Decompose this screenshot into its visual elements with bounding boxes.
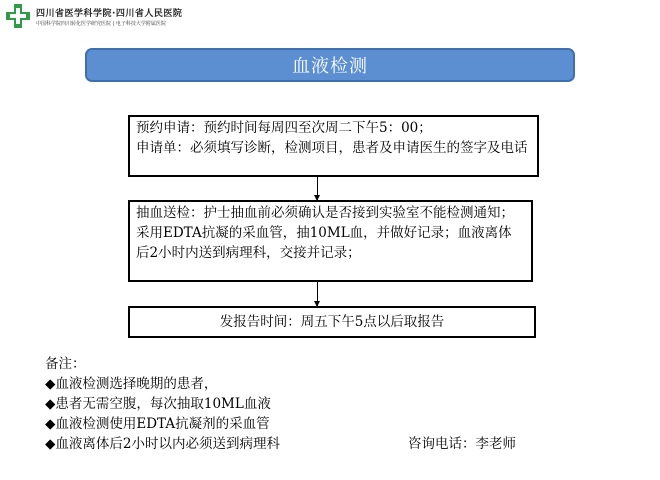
note-item: ◆血液检测使用EDTA抗凝剂的采血管 (45, 416, 270, 432)
report-time-box (128, 306, 536, 338)
flow-arrow-2 (317, 282, 318, 306)
note-item: ◆患者无需空腹，每次抽取10ML血液 (45, 396, 271, 412)
appointment-box (128, 115, 539, 177)
report-time-text: 发报告时间：周五下午5点以后取报告 (219, 314, 445, 330)
logo-subtitle: 中国科学院四川转化医学研究医院 | 电子科技大学附属医院 (36, 21, 166, 27)
contact-info: 咨询电话：李老师 (408, 436, 516, 452)
note-item-last (45, 434, 605, 454)
appointment-line (136, 118, 531, 138)
page-title: 血液检测 (85, 48, 575, 82)
note-item: ◆血液离体后2小时以内必须送到病理科 (45, 436, 280, 452)
notes-heading: 备注： (45, 356, 86, 372)
blood-draw-box (128, 200, 533, 282)
application-form-label: 申请单： (136, 140, 190, 156)
note-item: ◆血液检测选择晚期的患者， (45, 376, 218, 392)
blood-draw-label: 抽血送检： (136, 205, 204, 221)
application-form-text: 必须填写诊断，检测项目，患者及申请医生的签字及电话 (190, 140, 528, 156)
blood-draw-text: 护士抽血前必须确认是否接到实验室不能检测通知；采用EDTA抗凝的采血管，抽10ML血，并做好记录；血液离体后2小时内送到病理科，交接并记录； (136, 205, 514, 261)
flow-arrow-1 (317, 177, 318, 200)
appointment-text: 预约时间每周四至次周二下午5：00； (203, 120, 432, 136)
logo-title: 四川省医学科学院·四川省人民医院 (36, 9, 183, 19)
notes-section (45, 354, 605, 454)
hospital-logo (4, 2, 183, 32)
hospital-cross-logo-icon (4, 2, 32, 30)
appointment-label: 预约申请： (136, 120, 204, 136)
application-form-line (136, 138, 531, 158)
